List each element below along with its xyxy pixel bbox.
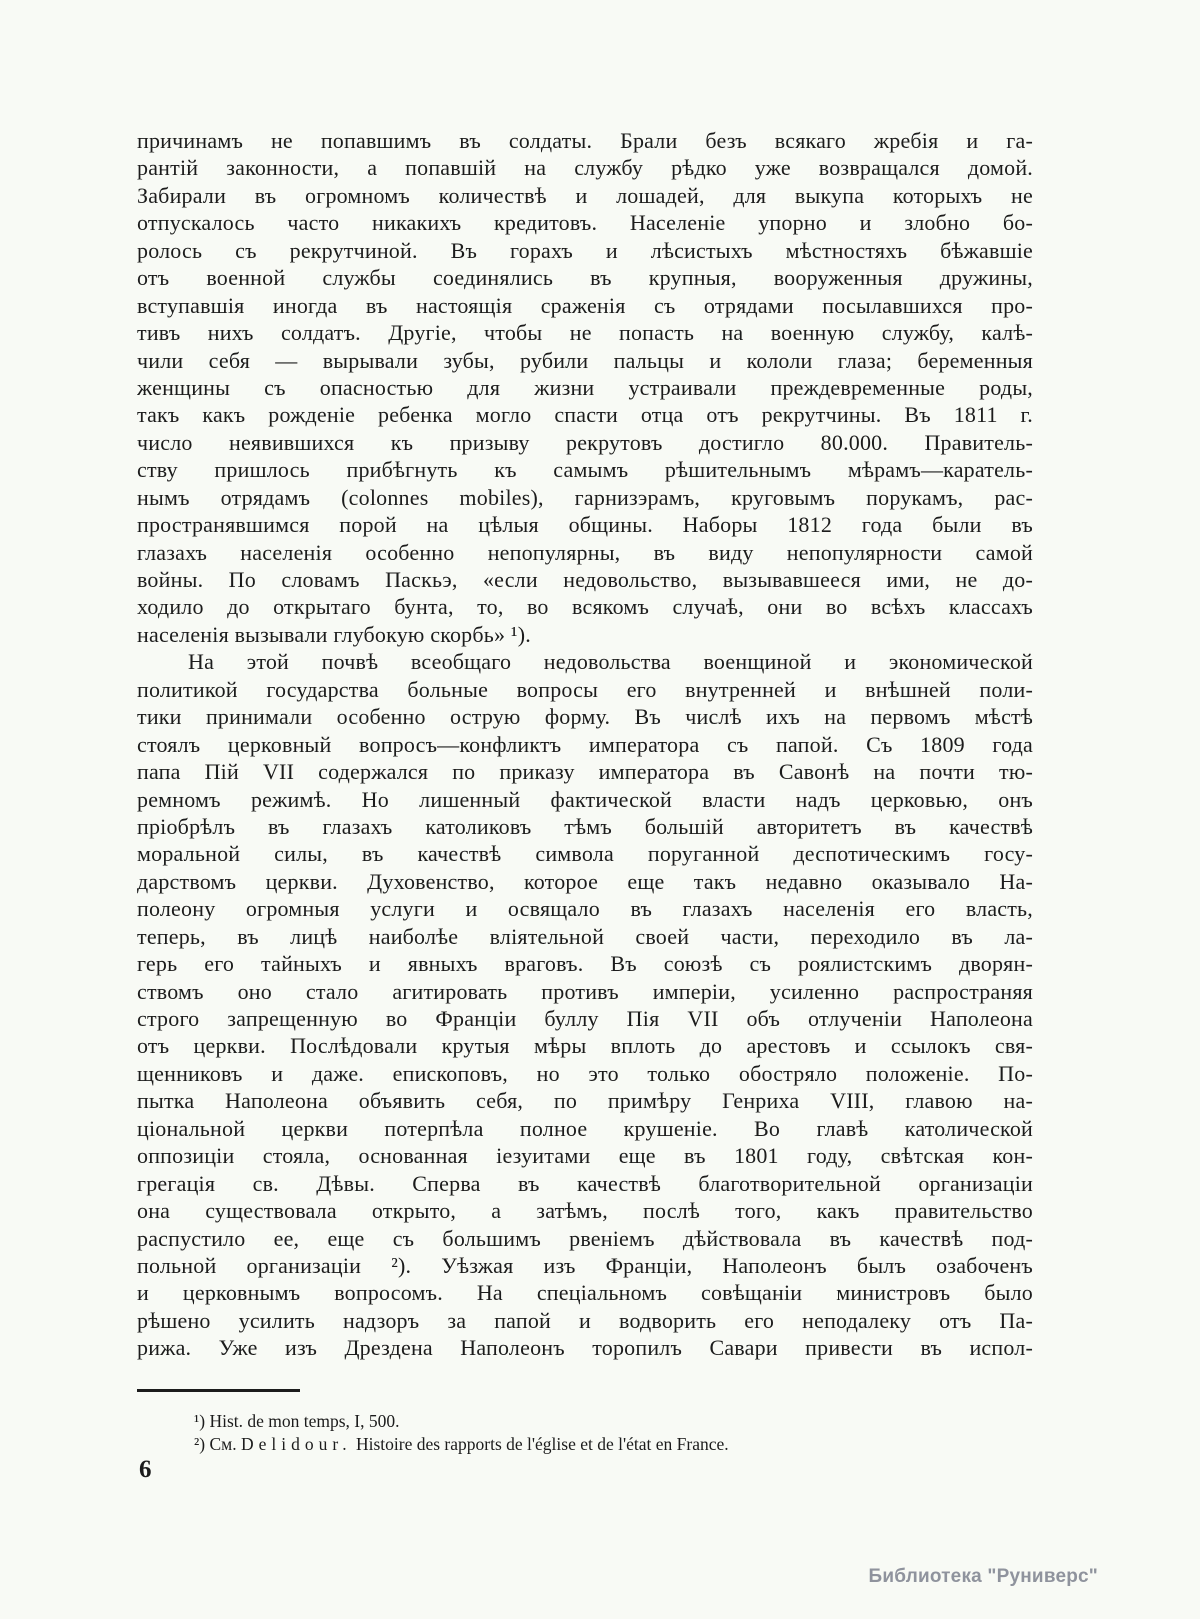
text-line: рижа. Уже изъ Дрездена Наполеонъ торопилъ Савари привести въ испол- xyxy=(137,1335,1033,1361)
text-line: рантій законности, а попавшій на службу рѣдко уже возвращался домой. xyxy=(137,155,1033,181)
library-watermark: Библиотека "Руниверс" xyxy=(868,1566,1098,1587)
text-line: польной организаціи ²). Уѣзжая изъ Франціи, Наполеонъ былъ озабоченъ xyxy=(137,1252,1033,1278)
text-line: и церковнымъ вопросомъ. На спеціальномъ совѣщаніи министровъ было xyxy=(137,1280,1033,1306)
footnote xyxy=(137,1433,1033,1456)
paragraph xyxy=(137,127,1033,648)
text-line: глазахъ населенія особенно непопулярны, въ виду непопулярности самой xyxy=(137,539,1033,565)
text-line: стоялъ церковный вопросъ—конфликтъ императора съ папой. Съ 1809 года xyxy=(137,731,1033,757)
text-line: герь его тайныхъ и явныхъ враговъ. Въ союзѣ съ роялистскимъ дворян- xyxy=(137,951,1033,977)
footnote-author-name: Delidour. xyxy=(240,1434,352,1454)
text-line: она существовала открыто, а затѣмъ, послѣ того, какъ правительство xyxy=(137,1198,1033,1224)
footnote-separator xyxy=(137,1389,300,1392)
text-line: оппозиціи стояла, основанная іезуитами еще въ 1801 году, свѣтская кон- xyxy=(137,1143,1033,1169)
text-line: ціональной церкви потерпѣла полное крушеніе. Во главѣ католической xyxy=(137,1115,1033,1141)
footnote-title: Histoire des rapports de l'église et de l'état en France. xyxy=(351,1434,729,1454)
text-line: строго запрещенную во Франціи буллу Пія VII объ отлученіи Наполеона xyxy=(137,1006,1033,1031)
text-line: чили себя — вырывали зубы, рубили пальцы и кололи глаза; беременныя xyxy=(137,347,1033,373)
text-line: число неявившихся къ призыву рекрутовъ достигло 80.000. Правитель- xyxy=(137,429,1033,455)
footnotes xyxy=(137,1410,1033,1456)
text-line: ремномъ режимѣ. Но лишенный фактической власти надъ церковью, онъ xyxy=(137,786,1033,812)
text-line: Забирали въ огромномъ количествѣ и лошадей, для выкупа которыхъ не xyxy=(137,182,1033,208)
text-line: тики принимали особенно острую форму. Въ числѣ ихъ на первомъ мѣстѣ xyxy=(137,704,1033,730)
text-line: На этой почвѣ всеобщаго недовольства военщиной и экономической xyxy=(188,649,1033,675)
paragraph xyxy=(137,648,1033,1361)
text-line: распустило ее, еще съ большимъ рвеніемъ дѣйствовала въ качествѣ под- xyxy=(137,1225,1033,1251)
text-line: вступавшія иногда въ настоящія сраженія съ отрядами посылавшихся про- xyxy=(137,292,1033,318)
text-line: нымъ отрядамъ (colonnes mobiles), гарнизэрамъ, круговымъ порукамъ, рас- xyxy=(137,484,1033,510)
text-line: папа Пій VII содержался по приказу императора въ Савонѣ на почти тю- xyxy=(137,759,1033,785)
text-line: пространявшимся порой на цѣлыя общины. Наборы 1812 года были въ xyxy=(137,512,1033,538)
text-line: ствомъ оно стало агитировать противъ имперіи, усиленно распространяя xyxy=(137,978,1033,1004)
text-line: ролось съ рекрутчиной. Въ горахъ и лѣсистыхъ мѣстностяхъ бѣжавшіе xyxy=(137,237,1033,263)
text-line: отъ церкви. Послѣдовали крутыя мѣры вплоть до арестовъ и ссылокъ свя- xyxy=(137,1033,1033,1059)
text-line: пытка Наполеона объявить себя, по примѣру Генриха VIII, главою на- xyxy=(137,1088,1033,1114)
text-line: грегація св. Дѣвы. Сперва въ качествѣ благотворительной организаціи xyxy=(137,1170,1033,1196)
text-line: отпускалось часто никакихъ кредитовъ. Населеніе упорно и злобно бо- xyxy=(137,210,1033,236)
text-line: тивъ нихъ солдатъ. Другіе, чтобы не попасть на военную службу, калѣ- xyxy=(137,320,1033,346)
text-line: такъ какъ рожденіе ребенка могло спасти отца отъ рекрутчины. Въ 1811 г. xyxy=(137,402,1033,428)
text-line: полеону огромныя услуги и освящало въ глазахъ населенія его власть, xyxy=(137,896,1033,922)
text-line: рѣшено усилить надзоръ за папой и водворить его неподалеку отъ Па- xyxy=(137,1307,1033,1333)
text-line: щенниковъ и даже. епископовъ, но это только обостряло положеніе. По- xyxy=(137,1060,1033,1086)
text-line: отъ военной службы соединялись въ крупныя, вооруженныя дружины, xyxy=(137,265,1033,291)
text-line: политикой государства больные вопросы его внутренней и внѣшней поли- xyxy=(137,676,1033,702)
text-line: дарствомъ церкви. Духовенство, которое еще такъ недавно оказывало На- xyxy=(137,868,1033,894)
text-line: войны. По словамъ Паскьэ, «если недовольство, вызывавшееся ими, не до- xyxy=(137,567,1033,592)
page-number: 6 xyxy=(139,1456,152,1483)
text-line: причинамъ не попавшимъ въ солдаты. Брали безъ всякаго жребія и га- xyxy=(137,128,1033,153)
text-line: пріобрѣлъ въ глазахъ католиковъ тѣмъ большій авторитетъ въ качествѣ xyxy=(137,813,1033,839)
footnote: ¹) Hist. de mon temps, I, 500. xyxy=(194,1411,400,1431)
text-line: женщины съ опасностью для жизни устраивали преждевременные роды, xyxy=(137,374,1033,400)
text-line: теперь, въ лицѣ наиболѣе вліятельной своей части, переходило въ ла- xyxy=(137,923,1033,949)
text-line: населенія вызывали глубокую скорбь» ¹). xyxy=(137,621,531,647)
text-line: моральной силы, въ качествѣ символа поруганной деспотическимъ госу- xyxy=(137,841,1033,867)
footnote-prefix: ²) См. xyxy=(194,1434,241,1454)
text-line: ству пришлось прибѣгнуть къ самымъ рѣшительнымъ мѣрамъ—каратель- xyxy=(137,457,1033,483)
text-line: ходило до открытаго бунта, то, во всякомъ случаѣ, они во всѣхъ классахъ xyxy=(137,594,1033,620)
main-text xyxy=(137,127,1033,1362)
